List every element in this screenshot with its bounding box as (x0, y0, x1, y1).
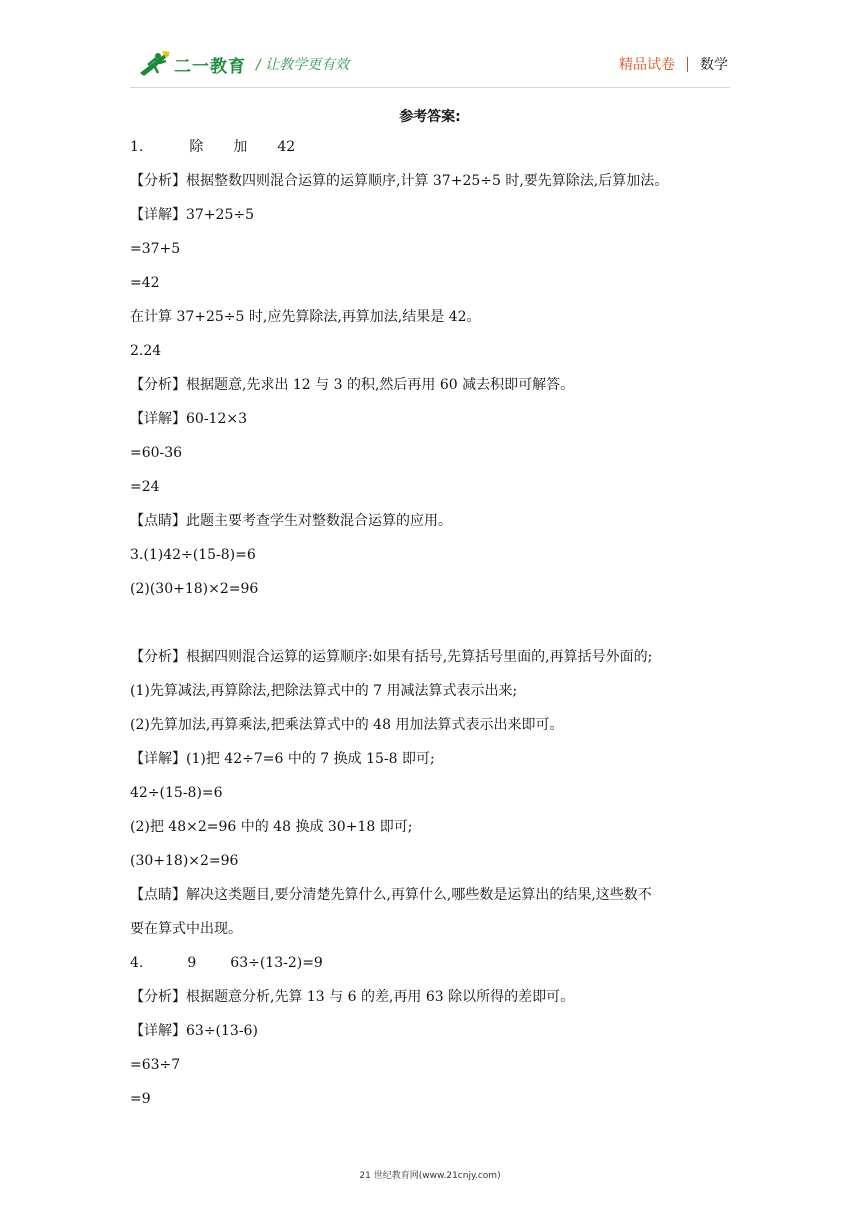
paper-tag: 精品试卷 (619, 57, 675, 73)
q3-analysis-2: (1)先算减法,再算除法,把除法算式中的 7 用减法算式表示出来; (130, 683, 518, 699)
q1-detail: 【详解】37+25÷5 (130, 207, 254, 223)
q4-detail: 【详解】63÷(13-6) (130, 1023, 258, 1039)
q4-number: 4. (130, 955, 144, 971)
brand-logo (136, 48, 246, 80)
q3-answer-1: 3.(1)42÷(15-8)=6 (130, 547, 256, 563)
runner-logo-icon (136, 49, 172, 79)
slogan: / 让教学更有效 (256, 57, 350, 73)
q3-detail-2: 42÷(15-8)=6 (130, 785, 223, 801)
logo-text: 二一教育 (174, 56, 246, 77)
header-rule (130, 87, 730, 88)
q4-step-2: =9 (130, 1091, 151, 1107)
q1-number: 1. (130, 139, 144, 155)
page-header (0, 0, 860, 90)
q4-step-1: =63÷7 (130, 1057, 181, 1073)
q3-comment: 【点睛】解决这类题目,要分清楚先算什么,再算什么,哪些数是运算出的结果,这些数不 (130, 887, 652, 903)
q2-analysis: 【分析】根据题意,先求出 12 与 3 的积,然后再用 60 减去积即可解答。 (130, 377, 575, 393)
header-divider (687, 57, 688, 72)
q1-fill-3: 42 (277, 139, 296, 155)
q3-detail-3: (2)把 48×2=96 中的 48 换成 30+18 即可; (130, 819, 413, 835)
page-footer: 21 世纪教育网(www.21cnjy.com) (359, 1171, 501, 1181)
subject-label: 数学 (700, 57, 728, 73)
page-title: 参考答案: (399, 109, 461, 125)
q2-step-1: =60-36 (130, 445, 183, 461)
q3-analysis: 【分析】根据四则混合运算的运算顺序:如果有括号,先算括号里面的,再算括号外面的; (130, 649, 653, 665)
q1-analysis: 【分析】根据整数四则混合运算的运算顺序,计算 37+25÷5 时,要先算除法,后算加法。 (130, 173, 669, 189)
q4-answer (130, 946, 730, 980)
q3-comment-2: 要在算式中出现。 (130, 921, 242, 937)
q1-answer (130, 130, 730, 164)
q3-detail: 【详解】(1)把 42÷7=6 中的 7 换成 15-8 即可; (130, 751, 435, 767)
q2-detail: 【详解】60-12×3 (130, 411, 247, 427)
q1-conclusion: 在计算 37+25÷5 时,应先算除法,再算加法,结果是 42。 (130, 309, 481, 325)
q2-answer: 2.24 (130, 343, 162, 359)
q4-fill-2: 63÷(13-2)=9 (230, 955, 323, 971)
q1-step-2: =42 (130, 275, 160, 291)
q3-analysis-3: (2)先算加法,再算乘法,把乘法算式中的 48 用加法算式表示出来即可。 (130, 717, 564, 733)
q1-step-1: =37+5 (130, 241, 181, 257)
q4-fill-1: 9 (187, 955, 197, 971)
q1-fill-1: 除 (189, 139, 204, 155)
q1-fill-2: 加 (233, 139, 248, 155)
q4-analysis: 【分析】根据题意分析,先算 13 与 6 的差,再用 63 除以所得的差即可。 (130, 989, 575, 1005)
q3-detail-4: (30+18)×2=96 (130, 853, 239, 869)
spacer (130, 606, 730, 640)
q2-step-2: =24 (130, 479, 160, 495)
answer-content (130, 104, 730, 1116)
q3-answer-2: (2)(30+18)×2=96 (130, 581, 259, 597)
q2-comment: 【点睛】此题主要考查学生对整数混合运算的应用。 (130, 513, 452, 529)
header-right (619, 54, 728, 74)
